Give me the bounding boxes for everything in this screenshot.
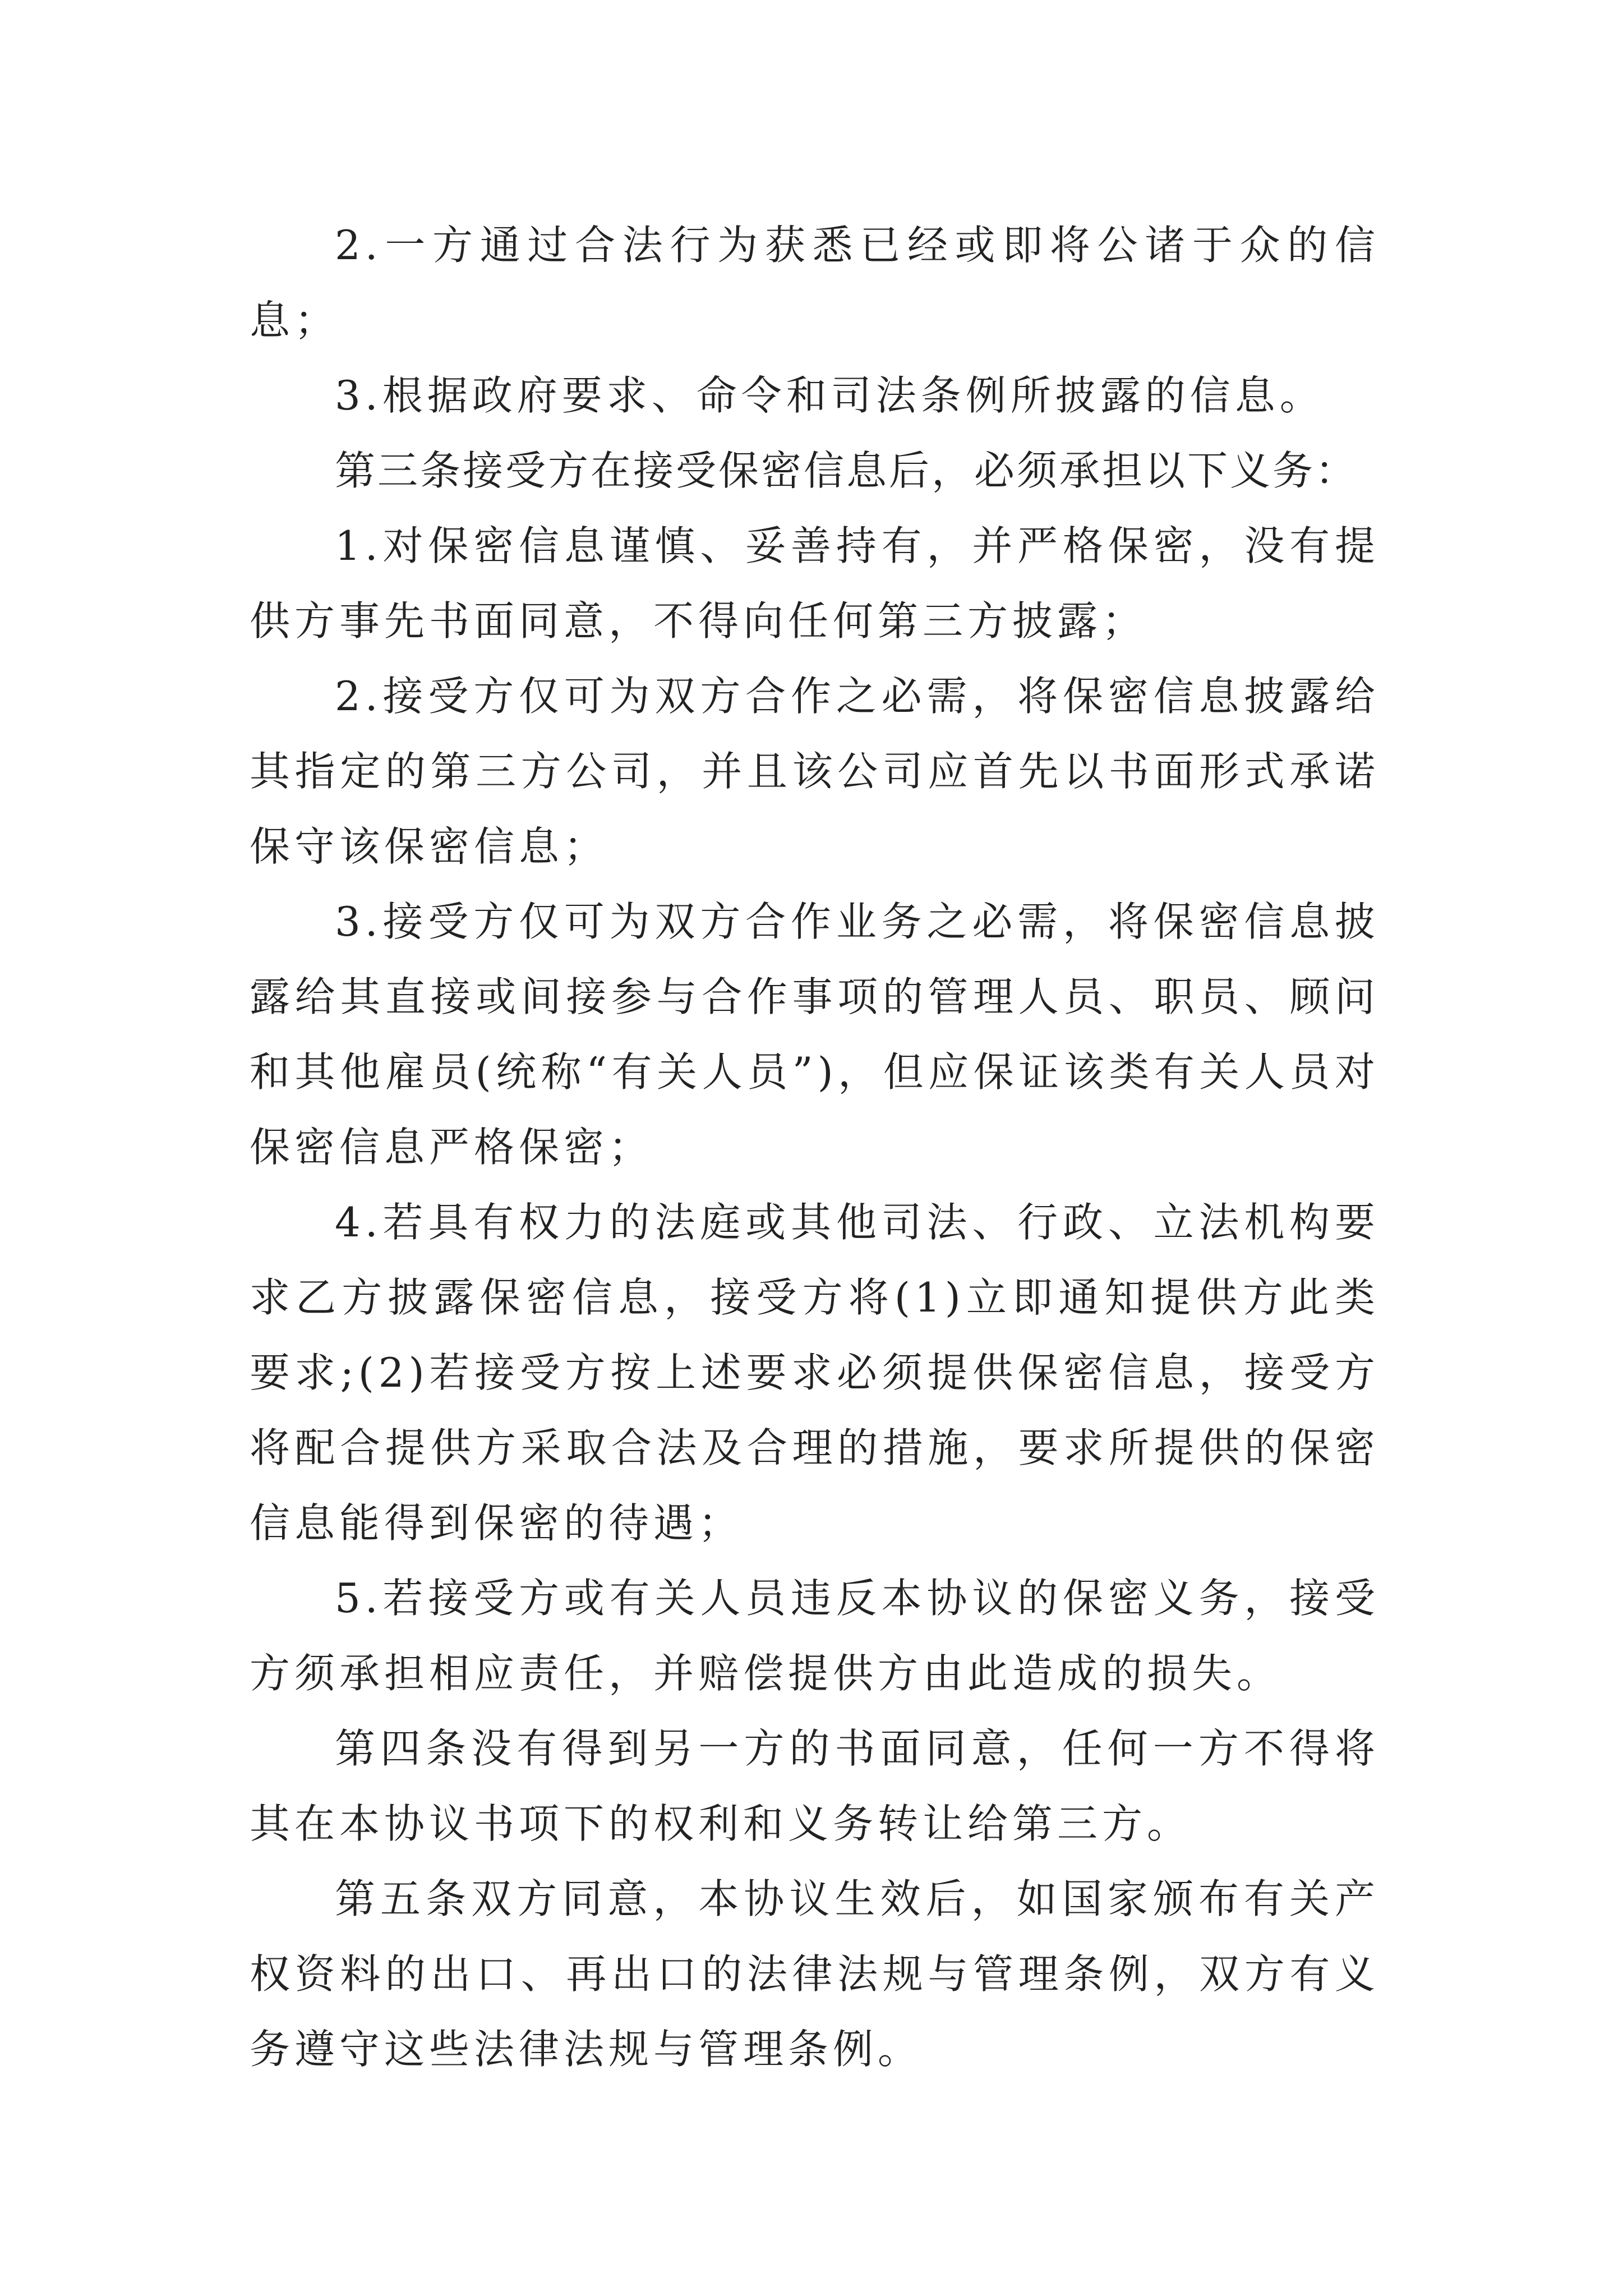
paragraph-obligation-3: 3.接受方仅可为双方合作业务之必需，将保密信息披露给其直接或间接参与合作事项的管理人员、职员、顾问和其他雇员(统称“有关人员”)，但应保证该类有关人员对保密信息严格保密； — [250, 898, 1380, 1171]
paragraph-obligation-5: 5.若接受方或有关人员违反本协议的保密义务，接受方须承担相应责任，并赔偿提供方由此造成的损失。 — [250, 1575, 1380, 1697]
document-body — [250, 208, 1380, 2087]
paragraph-2: 3.根据政府要求、命令和司法条例所披露的信息。 — [335, 372, 1325, 419]
paragraph-obligation-1: 1.对保密信息谨慎、妥善持有，并严格保密，没有提供方事先书面同意，不得向任何第三方披露； — [250, 522, 1380, 645]
paragraph-article-3: 第三条接受方在接受保密信息后，必须承担以下义务： — [335, 447, 1358, 494]
paragraph-article-5: 第五条双方同意，本协议生效后，如国家颁布有关产权资料的出口、再出口的法律法规与管理条例，双方有义务遵守这些法律法规与管理条例。 — [250, 1875, 1380, 2073]
paragraph-article-4: 第四条没有得到另一方的书面同意，任何一方不得将其在本协议书项下的权利和义务转让给第三方。 — [250, 1725, 1380, 1847]
paragraph-obligation-4: 4.若具有权力的法庭或其他司法、行政、立法机构要求乙方披露保密信息，接受方将(1)立即通知提供方此类要求;(2)若接受方按上述要求必须提供保密信息，接受方将配合提供方采取合法及合理的措施，要求所提供的保密信息能得到保密的待遇； — [250, 1199, 1380, 1547]
paragraph-obligation-2: 2.接受方仅可为双方合作之必需，将保密信息披露给其指定的第三方公司，并且该公司应首先以书面形式承诺保守该保密信息； — [250, 673, 1380, 870]
paragraph-1: 2.一方通过合法行为获悉已经或即将公诸于众的信息； — [250, 222, 1380, 344]
